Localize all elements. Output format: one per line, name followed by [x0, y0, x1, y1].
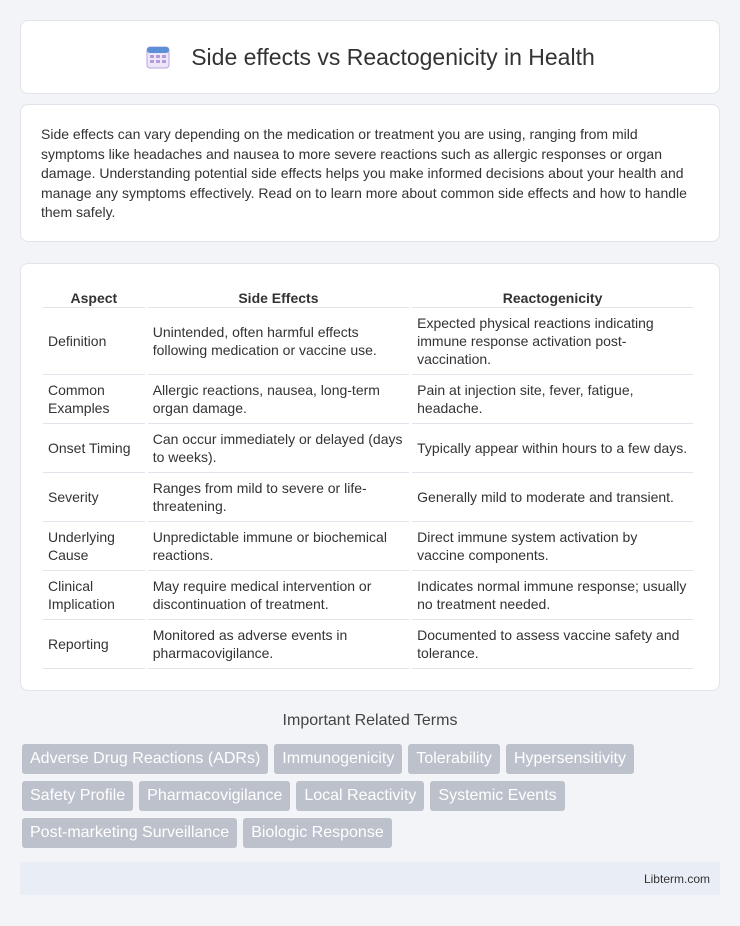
- cell-aspect: Common Examples: [43, 375, 145, 424]
- table-row: [43, 424, 693, 473]
- tag-row: [22, 818, 722, 848]
- cell-side-effects: Can occur immediately or delayed (days to weeks).: [148, 424, 409, 473]
- table-row: [43, 522, 693, 571]
- intro-text: Side effects can vary depending on the medication or treatment you are using, ranging from mild symptoms like headaches and nausea to more severe reactions such as allergic responses or organ damage. Understanding potential side effects helps you make informed decisions about your health and manage any symptoms effectively. Read on to learn more about common side effects and how to handle them safely.: [41, 126, 687, 221]
- tag-row: [22, 781, 722, 811]
- cell-aspect: Underlying Cause: [43, 522, 145, 571]
- tag-immunogenicity[interactable]: Immunogenicity: [274, 744, 402, 774]
- title-row: [145, 44, 595, 71]
- header-side-effects: Side Effects: [148, 286, 409, 308]
- tag-hypersensitivity[interactable]: Hypersensitivity: [506, 744, 634, 774]
- cell-side-effects: Unpredictable immune or biochemical reactions.: [148, 522, 409, 571]
- cell-aspect: Definition: [43, 308, 145, 375]
- cell-reactogenicity: Expected physical reactions indicating immune response activation post-vaccination.: [412, 308, 693, 375]
- tag-safety-profile[interactable]: Safety Profile: [22, 781, 133, 811]
- comparison-table: [40, 286, 696, 669]
- tag-systemic-events[interactable]: Systemic Events: [430, 781, 564, 811]
- page-title: Side effects vs Reactogenicity in Health: [191, 43, 595, 70]
- tag-local-reactivity[interactable]: Local Reactivity: [296, 781, 424, 811]
- tag-tolerability[interactable]: Tolerability: [408, 744, 500, 774]
- related-terms-title: Important Related Terms: [282, 712, 458, 729]
- cell-aspect: Clinical Implication: [43, 571, 145, 620]
- tag-biologic-response[interactable]: Biologic Response: [243, 818, 392, 848]
- tag-row: [22, 744, 722, 774]
- footer-site-link[interactable]: Libterm.com: [643, 871, 710, 886]
- cell-reactogenicity: Pain at injection site, fever, fatigue, headache.: [412, 375, 693, 424]
- header-aspect: Aspect: [43, 286, 145, 308]
- cell-side-effects: Monitored as adverse events in pharmacovigilance.: [148, 620, 409, 669]
- cell-side-effects: Unintended, often harmful effects following medication or vaccine use.: [148, 308, 409, 375]
- tag-post-marketing-surveillance[interactable]: Post-marketing Surveillance: [22, 818, 237, 848]
- cell-aspect: Severity: [43, 473, 145, 522]
- cell-reactogenicity: Direct immune system activation by vaccine components.: [412, 522, 693, 571]
- table-row: [43, 473, 693, 522]
- calendar-icon: [145, 44, 171, 70]
- cell-side-effects: May require medical intervention or discontinuation of treatment.: [148, 571, 409, 620]
- table-header-row: [43, 286, 693, 308]
- cell-reactogenicity: Documented to assess vaccine safety and tolerance.: [412, 620, 693, 669]
- footer: [20, 862, 720, 895]
- table-row: [43, 571, 693, 620]
- tag-pharmacovigilance[interactable]: Pharmacovigilance: [139, 781, 290, 811]
- table-row: [43, 308, 693, 375]
- table-row: [43, 375, 693, 424]
- header-reactogenicity: Reactogenicity: [412, 286, 693, 308]
- cell-aspect: Onset Timing: [43, 424, 145, 473]
- related-terms-list: [22, 744, 722, 855]
- cell-reactogenicity: Indicates normal immune response; usually no treatment needed.: [412, 571, 693, 620]
- cell-reactogenicity: Generally mild to moderate and transient.: [412, 473, 693, 522]
- cell-side-effects: Ranges from mild to severe or life-threatening.: [148, 473, 409, 522]
- comparison-table-card: [20, 263, 720, 691]
- header-card: [20, 20, 720, 94]
- tag-adverse-drug-reactions[interactable]: Adverse Drug Reactions (ADRs): [22, 744, 268, 774]
- intro-card: [20, 104, 720, 242]
- cell-side-effects: Allergic reactions, nausea, long-term organ damage.: [148, 375, 409, 424]
- table-row: [43, 620, 693, 669]
- cell-reactogenicity: Typically appear within hours to a few days.: [412, 424, 693, 473]
- cell-aspect: Reporting: [43, 620, 145, 669]
